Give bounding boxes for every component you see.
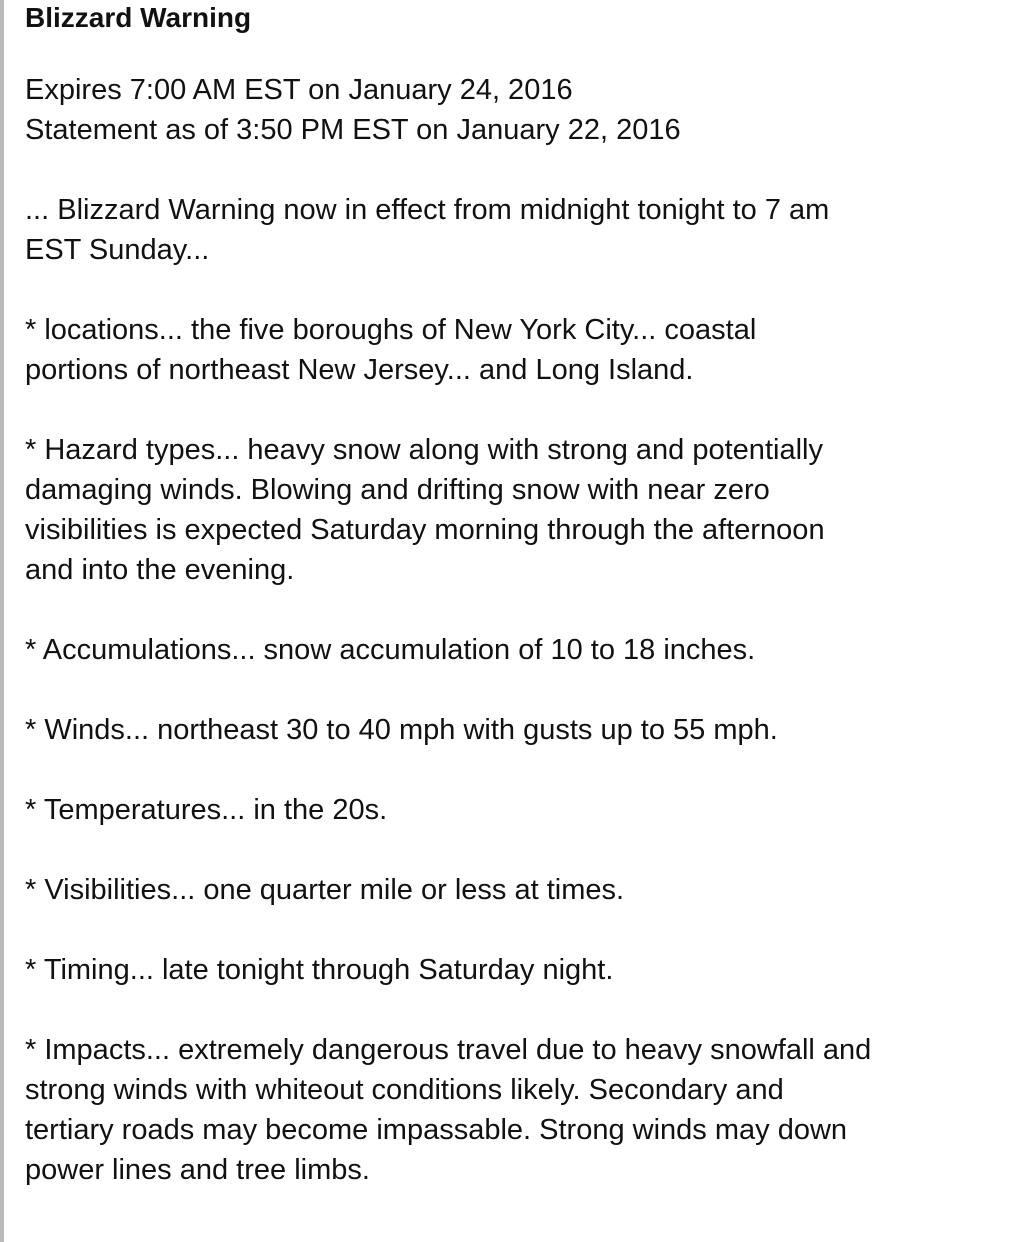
statement-text: Statement as of 3:50 PM EST on January 22, 2016 [25, 114, 681, 146]
paragraph-line: portions of northeast New Jersey... and Long Island. [25, 354, 694, 386]
warning-meta [25, 70, 985, 150]
paragraph-impacts [25, 1030, 985, 1190]
paragraph-line: * Hazard types... heavy snow along with strong and potentially [25, 434, 823, 466]
paragraph-hazard-types [25, 430, 985, 590]
paragraph-line: * locations... the five boroughs of New York City... coastal [25, 314, 757, 346]
paragraph-line: * Impacts... extremely dangerous travel due to heavy snowfall and [25, 1034, 872, 1066]
paragraph-accumulations [25, 630, 985, 670]
paragraph-line: tertiary roads may become impassable. Strong winds may down [25, 1114, 848, 1146]
paragraph-line: * Temperatures... in the 20s. [25, 794, 388, 826]
paragraph-timing [25, 950, 985, 990]
warning-title: Blizzard Warning [25, 2, 252, 33]
paragraph-winds [25, 710, 985, 750]
paragraph-line: strong winds with whiteout conditions likely. Secondary and [25, 1074, 784, 1106]
expires-text: Expires 7:00 AM EST on January 24, 2016 [25, 74, 573, 106]
paragraph-line: * Winds... northeast 30 to 40 mph with gusts up to 55 mph. [25, 714, 778, 746]
paragraph-line: visibilities is expected Saturday morning through the afternoon [25, 514, 825, 546]
paragraph-line: * Accumulations... snow accumulation of 10 to 18 inches. [25, 634, 756, 666]
paragraph-line: EST Sunday... [25, 234, 210, 266]
paragraph-line: damaging winds. Blowing and drifting snow with near zero [25, 474, 770, 506]
paragraph-line: * Visibilities... one quarter mile or less at times. [25, 874, 625, 906]
paragraph-line: ... Blizzard Warning now in effect from midnight tonight to 7 am [25, 194, 830, 226]
paragraph-visibilities [25, 870, 985, 910]
paragraph-line: power lines and tree limbs. [25, 1154, 370, 1186]
paragraph-line: * Timing... late tonight through Saturday night. [25, 954, 614, 986]
left-border [0, 0, 4, 1242]
warning-content [25, 0, 985, 1190]
paragraph-temperatures [25, 790, 985, 830]
paragraph-locations [25, 310, 985, 390]
paragraph-intro [25, 190, 985, 270]
paragraph-line: and into the evening. [25, 554, 295, 586]
